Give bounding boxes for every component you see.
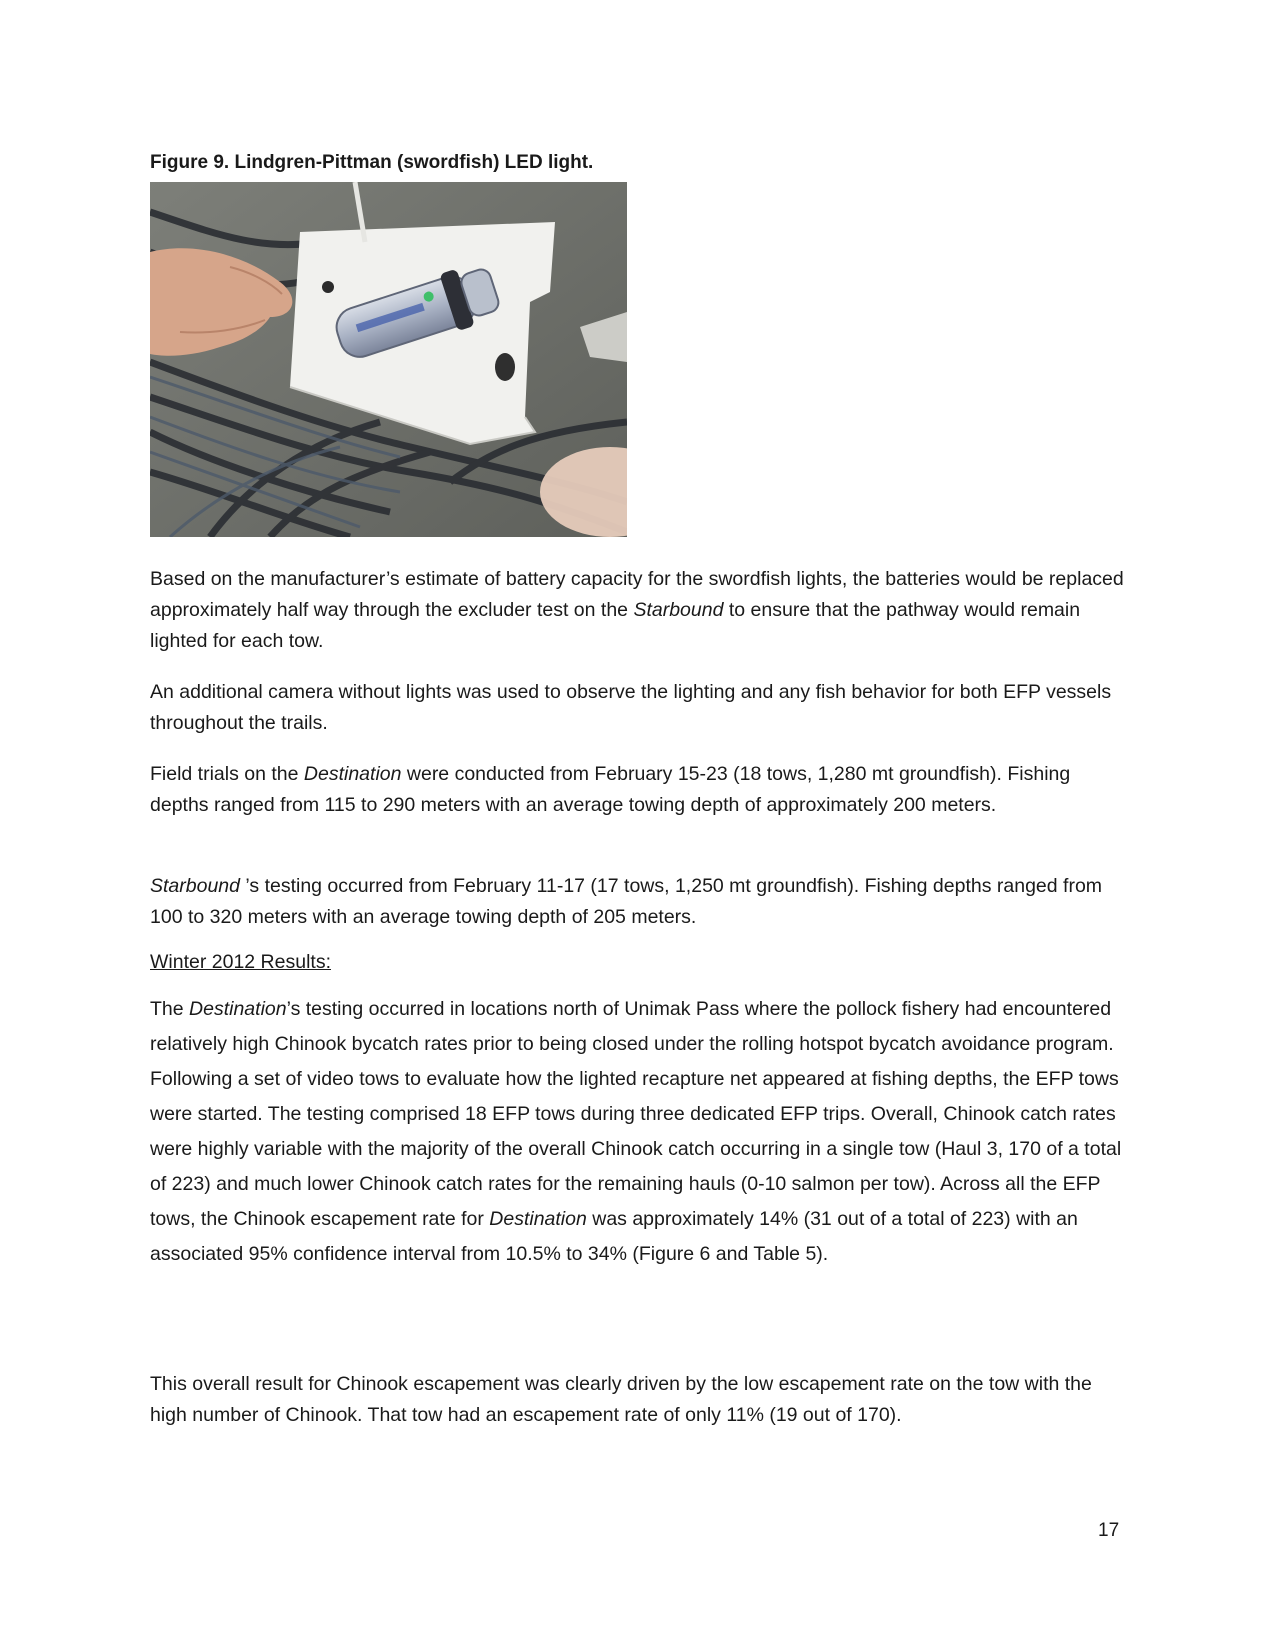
paragraph-camera: An additional camera without lights was used to observe the lighting and any fish behavior for both EFP vessels throughout the trails. bbox=[150, 681, 1112, 734]
section-heading-winter-2012-results: Winter 2012 Results: bbox=[150, 951, 331, 973]
vessel-name: Starbound bbox=[633, 599, 724, 621]
vessel-name: Destination bbox=[189, 998, 287, 1020]
paragraph-text: were conducted from February 15-23 (18 tows, 1,280 mt groundfish). Fishing depths ranged from 115 to 290 meters with an average towing depth of approximately 200 meters. bbox=[150, 763, 1071, 816]
paragraph-text: The bbox=[150, 998, 190, 1020]
figure-photo-led-light bbox=[150, 182, 627, 537]
page-number: 17 bbox=[1098, 1520, 1120, 1541]
vessel-name: Destination bbox=[303, 763, 402, 785]
led-light-photo-illustration bbox=[150, 182, 627, 537]
paragraph-text: Based on the manufacturer’s estimate of battery capacity for the swordfish lights, the batteries would be replaced approximately half way through the excluder test on the bbox=[150, 568, 1124, 621]
paragraph-text: was approximately 14% (31 out of a total of 223) with an associated 95% confidence interval from 10.5% to 34% (Figure 6 and Table 5). bbox=[150, 1208, 1078, 1265]
paragraph-text: ’s testing occurred from February 11-17 (17 tows, 1,250 mt groundfish). Fishing depths ranged from 100 to 320 meters with an average towing depth of 205 meters. bbox=[150, 875, 1103, 928]
paragraph-text: to ensure that the pathway would remain lighted for each tow. bbox=[150, 599, 1081, 652]
paragraph-battery bbox=[150, 564, 1130, 657]
paragraph-text: ’s testing occurred in locations north of Unimak Pass where the pollock fishery had encountered relatively high Chinook bycatch rates prior to being closed under the rolling hotspot bycatch avoidance program. Following a set of video tows to evaluate how the lighted recapture net appeared at fishing depths, the EFP tows were started. The testing comprised 18 EFP tows during three dedicated EFP trips. Overall, Chinook catch rates were highly variable with the majority of the overall Chinook catch occurring in a single tow (Haul 3, 170 of a total of 223) and much lower Chinook catch rates for the remaining hauls (0-10 salmon per tow). Across all the EFP tows, the Chinook escapement rate for bbox=[150, 998, 1122, 1230]
paragraph-destination-results bbox=[150, 992, 1130, 1272]
paragraph-starbound-testing bbox=[150, 871, 1130, 933]
paragraph-escapement-summary: This overall result for Chinook escapement was clearly driven by the low escapement rate on the tow with the high number of Chinook. That tow had an escapement rate of only 11% (19 out of 170). bbox=[150, 1373, 1092, 1426]
paragraph-text: Field trials on the bbox=[150, 763, 304, 785]
vessel-name: Starbound bbox=[150, 875, 240, 897]
vessel-name: Destination bbox=[489, 1208, 587, 1230]
figure-caption: Figure 9. Lindgren-Pittman (swordfish) LED light. bbox=[150, 152, 594, 173]
paragraph-destination-trials bbox=[150, 759, 1130, 821]
